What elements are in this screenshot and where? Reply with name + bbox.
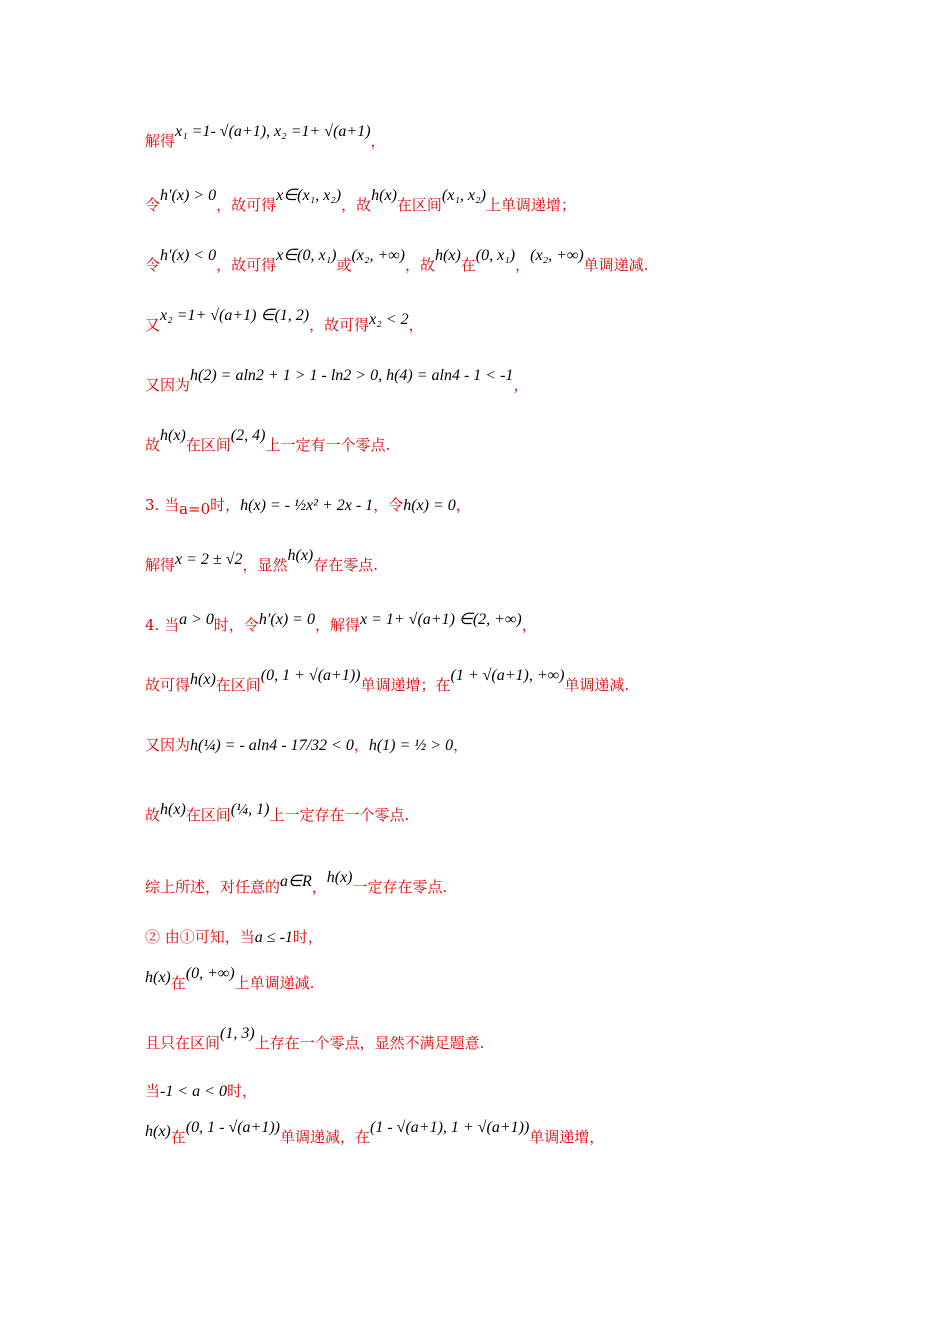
math-expression: h(2) = aln2 + 1 > 1 - ln2 > 0, h(4) = aln4 - 1 < -1 xyxy=(190,367,514,384)
text-fragment: 单调递减. xyxy=(583,256,649,274)
text-line-12 xyxy=(145,801,410,825)
text-fragment: ，令 xyxy=(373,496,404,514)
text-fragment: 上存在一个零点，显然不满足题意. xyxy=(254,1034,485,1052)
text-fragment: 时， xyxy=(226,1082,257,1100)
math-expression: x₁ =1- √(a+1), x₂ =1+ √(a+1) xyxy=(175,123,371,140)
text-line-7 xyxy=(145,496,471,518)
text-fragment: 故 xyxy=(145,436,161,454)
text-line-1 xyxy=(145,123,386,151)
text-fragment: 当 xyxy=(145,1082,161,1100)
text-fragment: 又因为 xyxy=(145,376,191,394)
text-fragment: 单调递增， xyxy=(529,1128,605,1146)
text-line-16 xyxy=(145,1025,485,1053)
text-fragment: 令 xyxy=(145,256,161,274)
math-expression: (0, +∞) xyxy=(185,965,235,982)
math-expression: h′(x) > 0 xyxy=(160,187,217,204)
math-expression: -1 < a < 0 xyxy=(160,1083,227,1100)
math-expression: h(x) xyxy=(326,869,353,886)
math-expression: x = 1+ √(a+1) ∈(2, +∞) xyxy=(359,611,522,628)
text-line-4 xyxy=(145,307,424,335)
text-fragment: 又因为 xyxy=(145,736,191,754)
text-fragment: 时， xyxy=(210,496,241,514)
text-fragment: 一定存在零点. xyxy=(352,878,448,896)
text-fragment: ， xyxy=(453,736,469,754)
text-line-5 xyxy=(145,367,529,395)
math-expression: x = 2 ± √2 xyxy=(175,551,243,568)
text-fragment: 解得 xyxy=(145,132,176,150)
text-fragment: ，故可得 xyxy=(309,316,370,334)
text-fragment: 单调递减，在 xyxy=(280,1128,371,1146)
math-expression: h(x) = 0 xyxy=(403,497,456,514)
text-line-17 xyxy=(145,1082,257,1101)
text-line-18 xyxy=(145,1119,605,1147)
text-fragment: 单调递减. xyxy=(564,676,630,694)
text-fragment: 综上所述，对任意的 xyxy=(145,878,281,896)
text-fragment: 3. 当 xyxy=(145,496,180,514)
math-expression: h(x) = - ½x² + 2x - 1 xyxy=(240,497,374,514)
math-expression: a ≤ -1 xyxy=(254,929,293,946)
text-fragment: 上一定存在一个零点. xyxy=(269,806,410,824)
text-fragment: 解得 xyxy=(145,556,176,574)
text-fragment: 令 xyxy=(145,196,161,214)
text-fragment: 存在零点. xyxy=(313,556,379,574)
text-fragment: a=0 xyxy=(179,500,211,518)
text-fragment: ，故可得 xyxy=(216,196,277,214)
text-fragment: 在区间 xyxy=(185,436,231,454)
text-fragment: ， xyxy=(455,496,471,514)
math-expression: h(1) = ½ > 0 xyxy=(368,737,454,754)
math-expression: h(x) xyxy=(287,547,314,564)
math-expression: x₂ < 2 xyxy=(369,311,409,328)
text-line-13 xyxy=(145,869,448,897)
math-expression: h(x) xyxy=(145,1123,171,1140)
math-expression: h(x) xyxy=(435,247,461,264)
text-fragment: ， xyxy=(521,616,537,634)
text-fragment: 单调递增；在 xyxy=(360,676,451,694)
math-expression: (0, 1 + √(a+1)) xyxy=(260,667,361,684)
text-fragment: ，解得 xyxy=(314,616,360,634)
math-expression: a∈R xyxy=(280,873,312,890)
text-fragment: ，故可得 xyxy=(216,256,277,274)
text-line-8 xyxy=(145,547,379,575)
text-line-14 xyxy=(145,928,323,947)
math-expression: h(¼) = - aln4 - 17/32 < 0 xyxy=(190,737,354,754)
text-line-11 xyxy=(145,736,468,755)
text-line-3 xyxy=(145,247,649,275)
text-fragment: 在 xyxy=(170,1128,186,1146)
text-fragment: 又 xyxy=(145,316,161,334)
text-line-9 xyxy=(145,611,537,635)
math-expression: x∈(0, x₁) xyxy=(276,247,337,264)
text-fragment: 在区间 xyxy=(396,196,442,214)
math-expression: (1 + √(a+1), +∞) xyxy=(450,667,565,684)
text-line-6 xyxy=(145,427,391,455)
text-fragment: 故 xyxy=(145,806,161,824)
math-expression: h(x) xyxy=(145,969,171,986)
text-fragment: 且只在区间 xyxy=(145,1034,221,1052)
text-line-15 xyxy=(145,965,315,993)
text-fragment: 故可得 xyxy=(145,676,191,694)
math-expression: a > 0 xyxy=(179,611,214,628)
math-expression: h′(x) < 0 xyxy=(160,247,217,264)
text-fragment: ， xyxy=(515,256,531,274)
text-fragment: ，故 xyxy=(405,256,436,274)
math-expression: (1 - √(a+1), 1 + √(a+1)) xyxy=(370,1119,530,1136)
math-expression: h(x) xyxy=(160,801,186,818)
math-expression: (¼, 1) xyxy=(230,801,270,818)
text-fragment: ， xyxy=(353,736,369,754)
math-expression: (x₁, x₂) xyxy=(441,187,486,204)
text-fragment: 在区间 xyxy=(215,676,261,694)
text-fragment: ， xyxy=(311,878,327,896)
math-expression: (2, 4) xyxy=(230,427,266,444)
text-fragment: ， xyxy=(513,376,529,394)
text-line-10 xyxy=(145,667,630,695)
math-expression: (1, 3) xyxy=(220,1025,255,1042)
math-expression: h(x) xyxy=(371,187,397,204)
math-expression: x₂ =1+ √(a+1) ∈(1, 2) xyxy=(160,307,310,324)
text-fragment: 4. 当 xyxy=(145,616,180,634)
text-fragment: 或 xyxy=(336,256,352,274)
text-fragment: ， xyxy=(408,316,424,334)
text-fragment: ② 由①可知，当 xyxy=(145,928,255,946)
text-fragment: 上单调递增； xyxy=(485,196,576,214)
text-fragment: 上单调递减. xyxy=(234,974,315,992)
text-fragment: 上一定有一个零点. xyxy=(265,436,391,454)
math-expression: h(x) xyxy=(160,427,186,444)
text-fragment: 时，令 xyxy=(213,616,259,634)
text-line-2 xyxy=(145,187,576,215)
math-expression: h(x) xyxy=(190,671,216,688)
text-fragment: 在区间 xyxy=(185,806,231,824)
math-expression: (0, x₁) xyxy=(475,247,516,264)
text-fragment: ，显然 xyxy=(242,556,288,574)
math-expression: (0, 1 - √(a+1)) xyxy=(185,1119,280,1136)
math-expression: (x₂, +∞) xyxy=(351,247,405,264)
math-expression: x∈(x₁, x₂) xyxy=(276,187,342,204)
text-fragment: 时， xyxy=(292,928,323,946)
math-expression: h′(x) = 0 xyxy=(258,611,315,628)
text-fragment: ， xyxy=(370,132,386,150)
math-expression: (x₂, +∞) xyxy=(530,247,584,264)
text-fragment: ，故 xyxy=(341,196,372,214)
text-fragment: 在 xyxy=(170,974,186,992)
text-fragment: 在 xyxy=(460,256,476,274)
